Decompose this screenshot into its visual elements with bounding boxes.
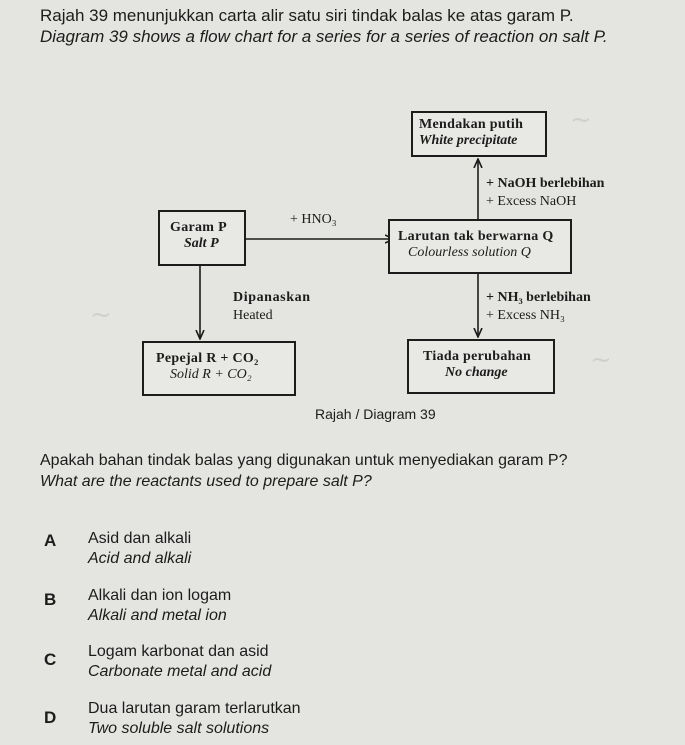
option-letter: B: [44, 590, 57, 609]
option-text-english: Two soluble salt solutions: [88, 720, 270, 737]
solid-r-malay: Pepejal R + CO₂: [156, 351, 259, 366]
pencil-scribble: ~: [90, 300, 112, 330]
option-text-english: Carbonate metal and acid: [88, 663, 272, 680]
intro-english: Diagram 39 shows a flow chart for a series for a series of reaction on salt P.: [40, 27, 608, 46]
intro-malay: Rajah 39 menunjukkan carta alir satu siri tindak balas ke atas garam P.: [40, 6, 574, 25]
colourless-solution-english: Colourless solution Q: [408, 245, 531, 260]
hno3-label: + HNO₃: [290, 212, 337, 227]
white-precipitate-malay: Mendakan putih: [419, 117, 524, 132]
nh3-label-malay: + NH₃ berlebihan: [486, 290, 591, 305]
colourless-solution-malay: Larutan tak berwarna Q: [398, 229, 554, 244]
salt-p-malay: Garam P: [170, 220, 227, 235]
salt-p-box: [158, 210, 246, 266]
option-text-malay: Dua larutan garam terlarutkan: [88, 700, 301, 717]
naoh-label-malay: + NaOH berlebihan: [486, 176, 605, 191]
no-change-malay: Tiada perubahan: [423, 349, 532, 364]
diagram-caption: Rajah / Diagram 39: [315, 406, 436, 422]
option-letter: C: [44, 650, 57, 669]
white-precipitate-box: [411, 111, 547, 157]
pencil-scribble: ~: [570, 105, 592, 135]
no-change-box: [407, 339, 555, 394]
colourless-solution-box: [388, 219, 572, 274]
no-change-english: No change: [445, 365, 508, 380]
heated-label-malay: Dipanaskan: [233, 290, 311, 305]
solid-r-box: [142, 341, 296, 396]
option-text-malay: Asid dan alkali: [88, 530, 192, 547]
heated-label-english: Heated: [233, 308, 273, 323]
option-text-english: Acid and alkali: [88, 550, 192, 567]
question-english: What are the reactants used to prepare salt P?: [40, 473, 372, 490]
naoh-label-english: + Excess NaOH: [486, 194, 577, 209]
white-precipitate-english: White precipitate: [419, 133, 518, 148]
pencil-scribble: ~: [590, 345, 612, 375]
option-text-english: Alkali and metal ion: [88, 607, 227, 624]
solid-r-english: Solid R + CO₂: [170, 367, 252, 382]
question-malay: Apakah bahan tindak balas yang digunakan untuk menyediakan garam P?: [40, 452, 568, 469]
option-letter: A: [44, 531, 57, 550]
option-letter: D: [44, 708, 57, 727]
nh3-label-english: + Excess NH₃: [486, 308, 565, 323]
option-text-malay: Alkali dan ion logam: [88, 587, 232, 604]
option-text-malay: Logam karbonat dan asid: [88, 643, 269, 660]
salt-p-english: Salt P: [184, 236, 219, 251]
